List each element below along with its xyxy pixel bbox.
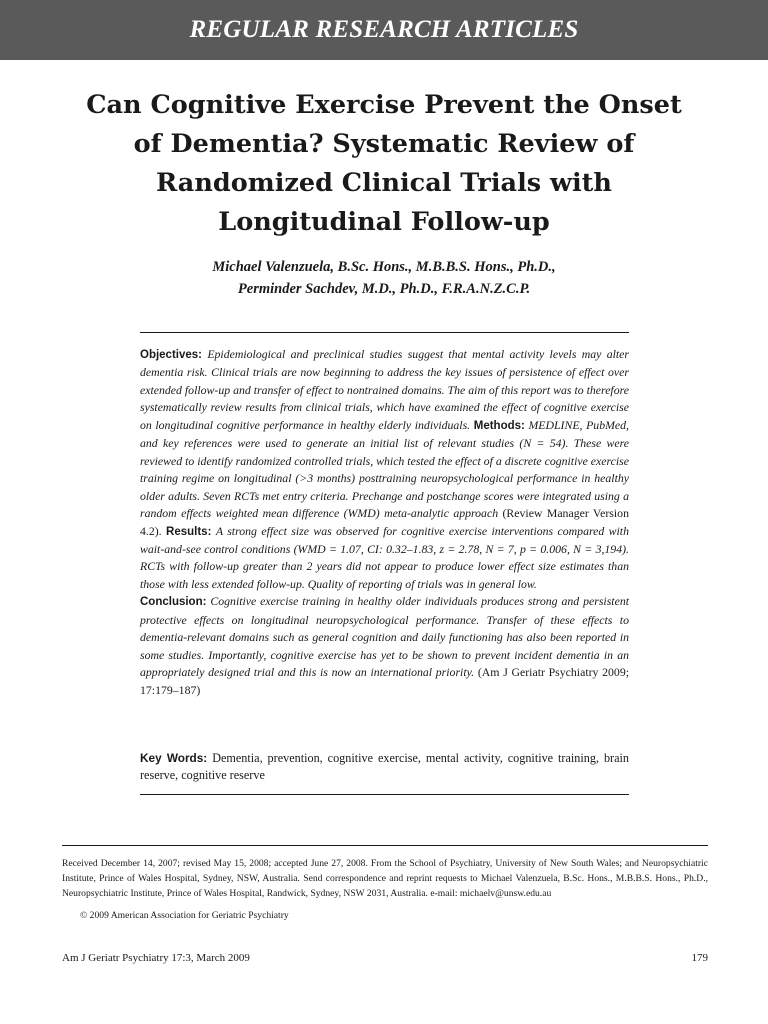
author-line: Michael Valenzuela, B.Sc. Hons., M.B.B.S. Hons., Ph.D., (212, 259, 556, 275)
footnote-rule (62, 845, 708, 846)
abstract-top-rule (140, 332, 629, 333)
results-text: A strong effect size was observed for cognitive exercise interventions compared with wait-and-see control conditions (WMD = 1.07, CI: 0.32–1.83, z = 2.78, N = 7, p = 0.006, N = 3,194). RCTs with follow-up greater than 2 years did not appear to produce lower effect size estimates than those with less extended follow-up. Quality of reporting of trials was in general low. (140, 523, 629, 591)
page-number: 179 (691, 952, 708, 964)
section-banner-text: REGULAR RESEARCH ARTICLES (189, 16, 579, 43)
author-line: Perminder Sachdev, M.D., Ph.D., F.R.A.N.Z.C.P. (237, 281, 531, 297)
section-banner (0, 0, 768, 60)
methods-label: Methods: (473, 419, 525, 432)
journal-citation: Am J Geriatr Psychiatry 17:3, March 2009 (62, 952, 250, 964)
key-words (140, 750, 629, 784)
conclusion-label: Conclusion: (140, 596, 207, 609)
conclusion-text: Cognitive exercise training in healthy older individuals produces strong and persistent protective effects on longitudinal neuropsychological performance. Transfer of these effects to dementia-relevant domains such as general cognition and daily functioning has also been reported in some studies. Importantly, cognitive exercise has yet to be shown to prevent incident dementia in an appropriately designed trial and this is now an international priority. (140, 594, 629, 680)
footnote-received: Received December 14, 2007; revised May 15, 2008; accepted June 27, 2008. From the School of Psychiatry, University of New South Wales; and Neuropsychiatric Institute, Prince of Wales Hospital, Sydney, NSW, Australia. Send correspondence and reprint requests to Michael Valenzuela, B.Sc. Hons., M.B.B.S. Hons., Ph.D., Neuropsychiatric Institute, Prince of Wales Hospital, Randwick, Sydney, NSW 2031, Australia. e-mail: michaelv@unsw.edu.au (62, 858, 708, 899)
objectives-label: Objectives: (140, 349, 202, 361)
title-line: Can Cognitive Exercise Prevent the Onset (86, 90, 682, 120)
title-line: of Dementia? Systematic Review of (133, 129, 635, 159)
article-title (40, 86, 728, 242)
author-list (40, 256, 728, 300)
key-words-label: Key Words: (140, 751, 208, 765)
methods-text: MEDLINE, PubMed, and key references were used to generate an initial list of relevant studies (N = 54). These were reviewed to identify randomized controlled trials, which tested the effect of a discrete cognitive exercise training regime on longitudinal (>3 months) posttraining neuropsychological performance in healthy older adults. Seven RCTs met entry criteria. Prechange and postchange scores were integrated using a random effects weighted mean difference (WMD) meta-analytic approach (140, 417, 630, 521)
key-words-text: Dementia, prevention, cognitive exercise, mental activity, cognitive training, brain reserve, cognitive reserve (140, 751, 629, 782)
objectives-text: Epidemiological and preclinical studies suggest that mental activity levels may alter dementia risk. Clinical trials are now beginning to address the key issues of persistence of effect over extended follow-up and transfer of effect to nontrained domains. The aim of this report was to therefore systematically review results from clinical trials, which have examined the effect of cognitive exercise on longitudinal cognitive performance in healthy elderly individuals. (140, 347, 629, 432)
title-line: Longitudinal Follow-up (218, 207, 550, 237)
abstract (140, 346, 629, 699)
title-line: Randomized Clinical Trials with (156, 168, 612, 198)
copyright-notice: © 2009 American Association for Geriatric Psychiatry (80, 910, 289, 921)
methods-tail: (Review Manager Version 4.2). (140, 506, 629, 538)
results-label: Results: (166, 525, 212, 538)
abstract-bottom-rule (140, 794, 629, 795)
citation: (Am J Geriatr Psychiatry 2009; 17:179–187) (140, 665, 630, 697)
